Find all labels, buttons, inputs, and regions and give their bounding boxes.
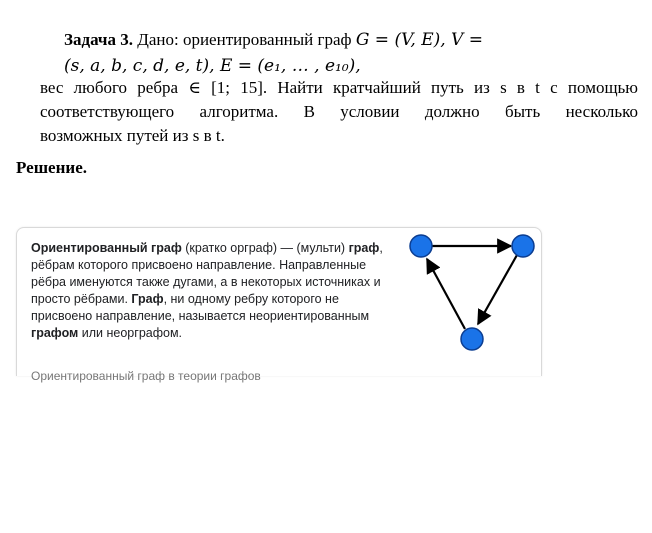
directed-graph-diagram bbox=[413, 228, 541, 358]
task-math-1: G = (V, E), V = bbox=[355, 30, 483, 50]
task-label: Задача 3. bbox=[64, 30, 133, 49]
task-line-1 bbox=[64, 30, 483, 50]
cutoff-text: Ориентированный граф в теории графов bbox=[31, 369, 261, 383]
term-graph-2: Граф bbox=[131, 292, 164, 306]
task-line-2 bbox=[64, 56, 361, 76]
definition-part-2: , рёбрам которого присвоено направление. Направленные рёбра именуются также дугами, а в некоторых источниках и просто рёбрами. bbox=[31, 241, 383, 306]
graph-node-top-left bbox=[410, 235, 432, 257]
graph-node-top-right bbox=[512, 235, 534, 257]
definition-card bbox=[16, 227, 542, 383]
task-intro: Дано: ориентированный граф bbox=[132, 30, 356, 49]
graph-edge-right bbox=[478, 255, 517, 324]
graph-node-bottom bbox=[461, 328, 483, 350]
term-graph-3: графом bbox=[31, 326, 79, 340]
graph-edge-left bbox=[427, 259, 465, 329]
task-body-line-2: соответствующего алгоритма. В условии должно быть несколько bbox=[40, 102, 638, 121]
definition-part-3: , ни одному ребру которого не присвоено направление, называется неориентированным bbox=[31, 292, 370, 323]
task-body-line-3: возможных путей из s в t. bbox=[40, 126, 225, 145]
definition-text bbox=[31, 240, 391, 342]
definition-part-1: (кратко орграф) — (мульти) bbox=[181, 241, 346, 255]
task-body-line-1: вес любого ребра ∈ [1; 15]. Найти кратчайший путь из s в t с помощью bbox=[40, 78, 638, 97]
term-graph: граф bbox=[348, 241, 380, 255]
definition-part-4: или неорграфом. bbox=[78, 326, 183, 340]
solution-heading: Решение. bbox=[16, 158, 87, 177]
term-directed-graph: Ориентированный граф bbox=[31, 241, 182, 255]
task-math-2: (s, a, b, c, d, e, t), E = (e₁, … , e₁₀), bbox=[64, 56, 361, 76]
